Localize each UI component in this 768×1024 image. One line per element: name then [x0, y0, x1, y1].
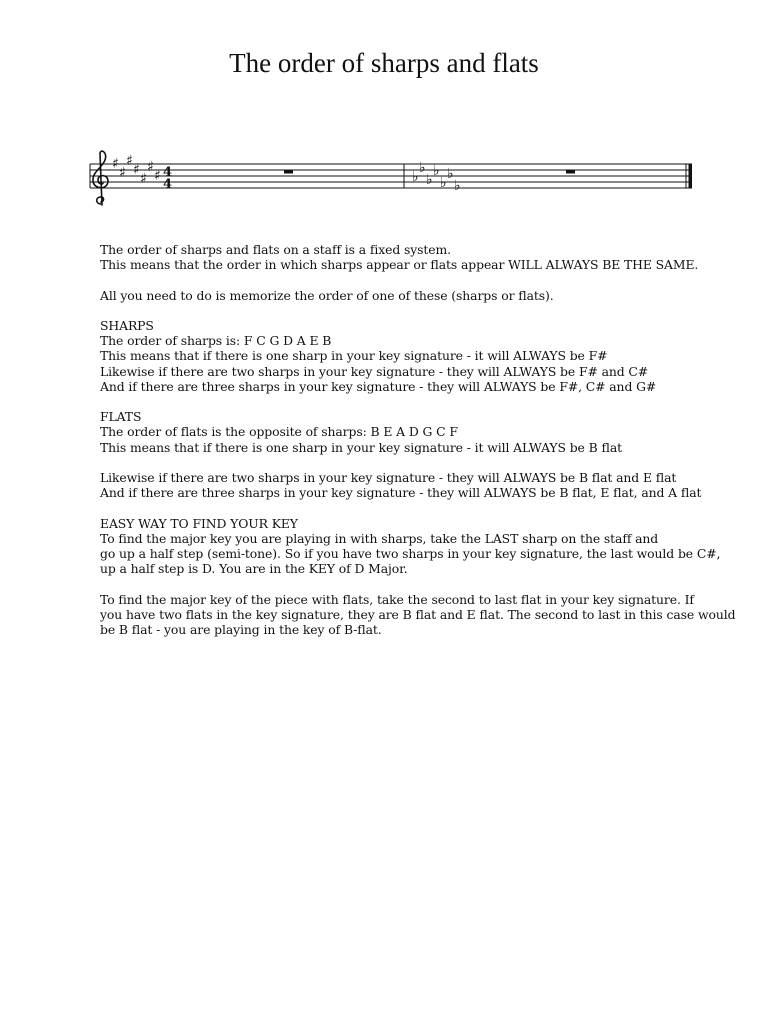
svg-text:♭: ♭: [412, 169, 419, 185]
text-line: you have two flats in the key signature, they are B flat and E flat. The second to last in this case would: [100, 606, 736, 622]
flats-section: [100, 409, 710, 455]
time-signature: [163, 165, 172, 192]
intro-paragraph: [100, 242, 710, 272]
text-line: All you need to do is memorize the order of one of these (sharps or flats).: [100, 287, 554, 303]
svg-text:♯: ♯: [112, 156, 119, 172]
flats-examples: [100, 470, 710, 500]
svg-text:♭: ♭: [426, 172, 433, 188]
text-line: This means that if there is one sharp in your key signature - it will ALWAYS be B flat: [100, 439, 622, 455]
text-line: To find the major key of the piece with flats, take the second to last flat in your key signature. If: [100, 591, 694, 607]
text-line: The order of flats is the opposite of sharps: B E A D G C F: [100, 424, 458, 440]
staff-lines: [90, 164, 692, 188]
sharps-section: [100, 318, 710, 394]
svg-text:4: 4: [163, 165, 173, 180]
text-line: To find the major key you are playing in with sharps, take the LAST sharp on the staff and: [100, 530, 659, 546]
text-line: go up a half step (semi-tone). So if you have two sharps in your key signature, the last would be C#,: [100, 545, 721, 561]
text-line: The order of sharps and flats on a staff is a fixed system.: [100, 242, 452, 257]
whole-rest-icon: [284, 170, 293, 174]
svg-text:♯: ♯: [154, 168, 161, 184]
text-line: And if there are three sharps in your key signature - they will ALWAYS be F#, C# and G#: [100, 378, 657, 394]
svg-text:♯: ♯: [126, 153, 133, 169]
text-line: The order of sharps is: F C G D A E B: [100, 333, 332, 349]
easy-way-section: [100, 515, 721, 577]
svg-text:♭: ♭: [447, 166, 454, 182]
flats-key-signature: [412, 160, 461, 194]
text-line: Likewise if there are two sharps in your key signature - they will ALWAYS be B flat and E flat: [100, 469, 677, 485]
svg-text:4: 4: [163, 177, 173, 192]
svg-text:♭: ♭: [440, 175, 447, 191]
body-text: [100, 242, 736, 652]
treble-clef-icon: [93, 151, 108, 205]
section-heading: FLATS: [100, 409, 142, 425]
text-line: Likewise if there are two sharps in your key signature - they will ALWAYS be F# and C#: [100, 363, 649, 379]
text-line: This means that if there is one sharp in your key signature - it will ALWAYS be F#: [100, 348, 608, 364]
svg-text:♯: ♯: [119, 165, 126, 181]
svg-text:♭: ♭: [419, 160, 426, 176]
svg-text:♭: ♭: [454, 178, 461, 194]
text-line: This means that the order in which sharps appear or flats appear WILL ALWAYS BE THE SAME.: [100, 257, 699, 273]
svg-text:♯: ♯: [140, 171, 147, 187]
music-staff: [86, 150, 698, 210]
text-line: And if there are three sharps in your key signature - they will ALWAYS be B flat, E flat, and A flat: [100, 485, 702, 501]
section-heading: EASY WAY TO FIND YOUR KEY: [100, 515, 298, 531]
whole-rest-icon: [566, 170, 575, 174]
memorize-paragraph: [100, 288, 710, 303]
text-line: up a half step is D. You are in the KEY of D Major.: [100, 561, 408, 577]
text-line: be B flat - you are playing in the key of B-flat.: [100, 621, 382, 637]
final-barline-thick: [689, 164, 693, 188]
svg-text:♯: ♯: [147, 159, 154, 175]
flats-key-paragraph: [100, 591, 736, 638]
document-title: The order of sharps and flats: [229, 48, 539, 78]
svg-text:♯: ♯: [133, 162, 140, 178]
section-heading: SHARPS: [100, 317, 154, 333]
svg-text:♭: ♭: [433, 163, 440, 179]
